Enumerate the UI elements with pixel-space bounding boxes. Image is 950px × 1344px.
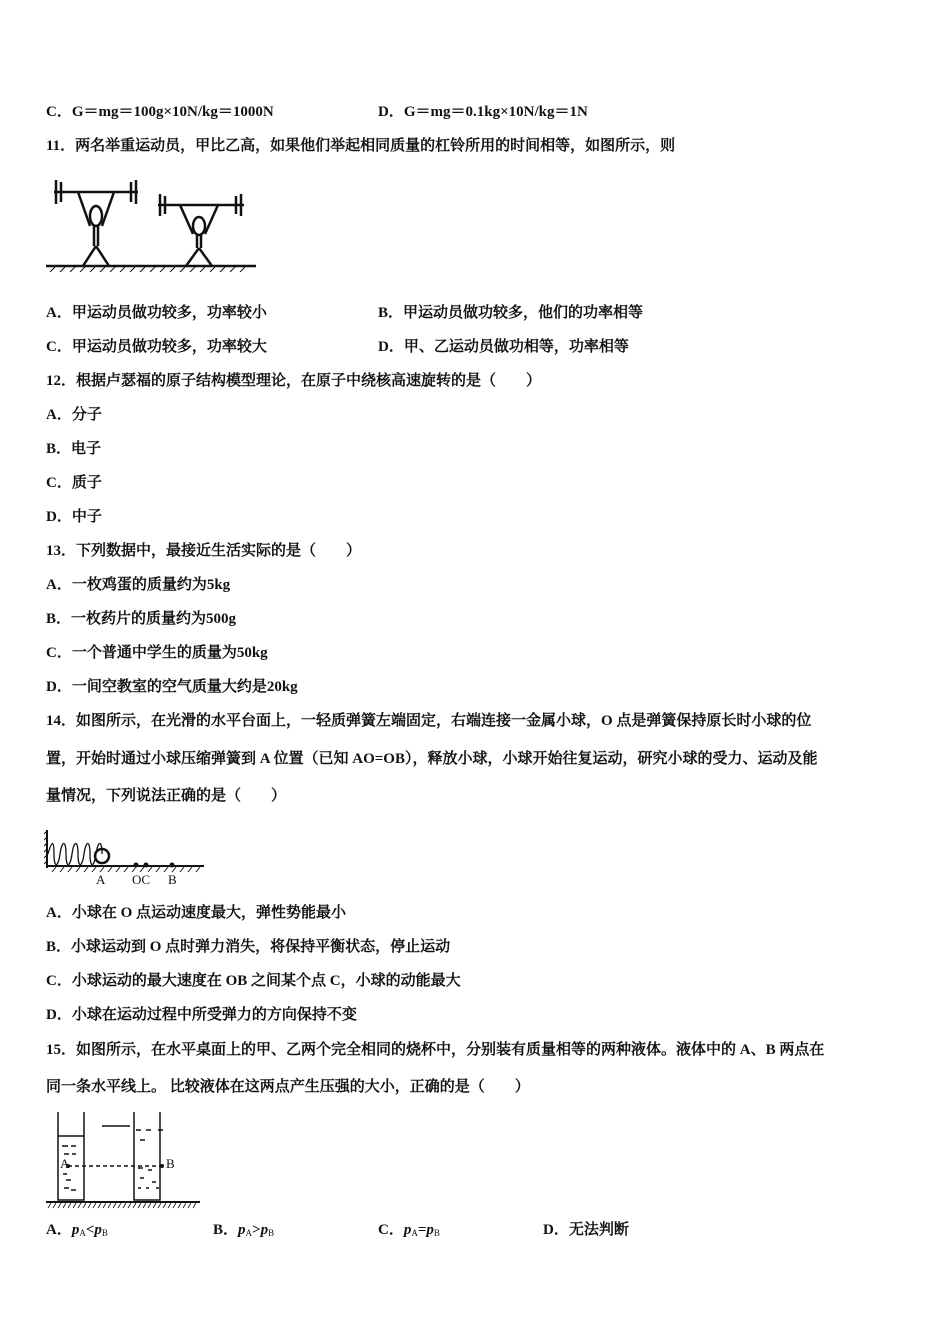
subscript: A xyxy=(411,1228,418,1238)
point-a-label: A xyxy=(96,872,106,887)
pressure-symbol: p xyxy=(71,1222,80,1238)
operator: = xyxy=(417,1222,427,1238)
q14-option-b: B．小球运动到 O 点时弹力消失，将保持平衡状态，停止运动 xyxy=(46,939,451,955)
option-prefix: C． xyxy=(378,1222,404,1238)
weightlifters-figure xyxy=(46,176,258,272)
q12-option-d: D．中子 xyxy=(46,509,102,525)
pressure-symbol: p xyxy=(403,1222,412,1238)
q11-option-c: C．甲运动员做功较多，功率较大 xyxy=(46,339,267,355)
point-a-label: A xyxy=(60,1156,70,1171)
option-prefix: A． xyxy=(46,1222,72,1238)
q15-option-a xyxy=(46,1220,108,1243)
q14-option-c: C．小球运动的最大速度在 OB 之间某个点 C，小球的动能最大 xyxy=(46,973,461,989)
q14-stem-line1: 14．如图所示，在光滑的水平台面上，一轻质弹簧左端固定，右端连接一金属小球，O 点是弹簧保持原长时小球的位 xyxy=(46,713,812,729)
q11-stem: 11．两名举重运动员，甲比乙高，如果他们举起相同质量的杠铃所用的时间相等，如图所示，则 xyxy=(46,138,676,154)
point-oc-label: OC xyxy=(132,872,151,887)
q15-stem-line1: 15．如图所示，在水平桌面上的甲、乙两个完全相同的烧杯中，分别装有质量相等的两种液体。液体中的 A、B 两点在 xyxy=(46,1042,825,1058)
q10-option-d: D．G＝mg＝0.1kg×10N/kg＝1N xyxy=(378,104,588,120)
q13-option-c: C．一个普通中学生的质量为50kg xyxy=(46,645,268,661)
pressure-symbol: p xyxy=(238,1222,246,1238)
subscript: A xyxy=(245,1228,253,1238)
pressure-symbol: p xyxy=(260,1222,269,1238)
operator: < xyxy=(85,1222,95,1238)
pressure-symbol: p xyxy=(94,1222,102,1238)
q12-option-b: B．电子 xyxy=(46,441,102,457)
q11-option-a: A．甲运动员做功较多，功率较小 xyxy=(46,305,267,321)
q13-option-a: A．一枚鸡蛋的质量约为5kg xyxy=(46,577,231,593)
subscript: B xyxy=(268,1228,275,1238)
beakers-figure xyxy=(44,1110,204,1210)
q11-option-b: B．甲运动员做功较多，他们的功率相等 xyxy=(378,305,644,321)
q15-option-d: D．无法判断 xyxy=(543,1222,629,1238)
q10-option-c: C．G＝mg＝100g×10N/kg＝1000N xyxy=(46,104,274,120)
subscript: A xyxy=(79,1228,86,1238)
q13-stem: 13．下列数据中，最接近生活实际的是（ ） xyxy=(46,543,362,559)
subscript: B xyxy=(433,1228,440,1238)
point-b-label: B xyxy=(168,872,177,887)
point-b-label: B xyxy=(166,1156,175,1171)
q15-option-c xyxy=(378,1220,440,1243)
operator: > xyxy=(252,1222,261,1238)
q12-option-a: A．分子 xyxy=(46,407,102,423)
pressure-symbol: p xyxy=(426,1222,434,1238)
q12-stem: 12．根据卢瑟福的原子结构模型理论，在原子中绕核高速旋转的是（ ） xyxy=(46,373,542,389)
spring-ball-figure xyxy=(44,826,208,890)
q14-option-a: A．小球在 O 点运动速度最大，弹性势能最小 xyxy=(46,905,347,921)
q13-option-d: D．一间空教室的空气质量大约是20kg xyxy=(46,679,298,695)
q13-option-b: B．一枚药片的质量约为500g xyxy=(46,611,237,627)
q15-stem-line2: 同一条水平线上。 比较液体在这两点产生压强的大小，正确的是（ ） xyxy=(46,1079,530,1095)
option-prefix: B． xyxy=(213,1222,239,1238)
q11-option-d: D．甲、乙运动员做功相等，功率相等 xyxy=(378,339,629,355)
subscript: B xyxy=(101,1228,108,1238)
q14-stem-line3: 量情况，下列说法正确的是（ ） xyxy=(46,788,287,804)
q15-option-b xyxy=(213,1220,274,1243)
q14-stem-line2: 置，开始时通过小球压缩弹簧到 A 位置（已知 AO=OB），释放小球，小球开始往复运动，研究小球的受力、运动及能 xyxy=(46,751,818,767)
q14-option-d: D．小球在运动过程中所受弹力的方向保持不变 xyxy=(46,1007,357,1023)
q12-option-c: C．质子 xyxy=(46,475,102,491)
